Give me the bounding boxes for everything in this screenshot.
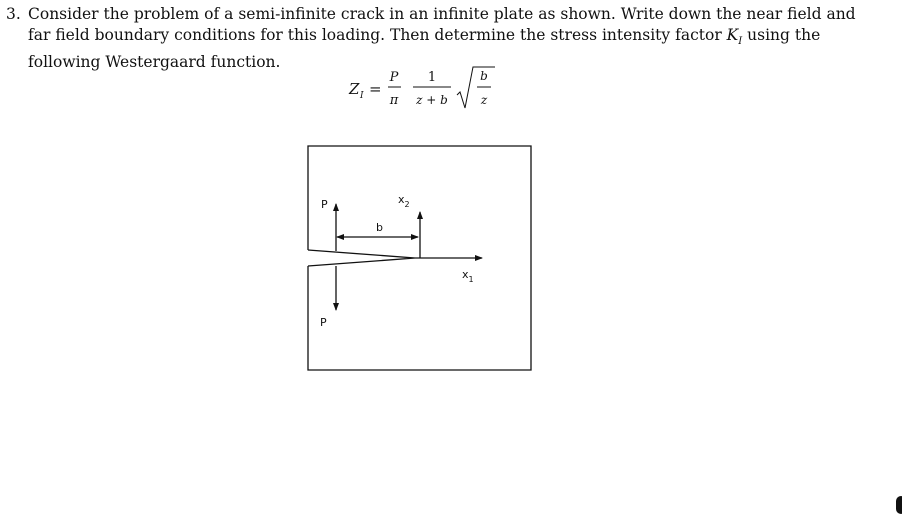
problem-line-1: 3. Consider the problem of a semi-infinite crack in an infinite plate as shown. Write down the near field and [6, 5, 856, 23]
problem-line-2: far field boundary conditions for this loading. Then determine the stress intensity factor $K_I$ using the [28, 26, 821, 48]
crack-plate-figure [300, 140, 540, 380]
problem-line-3: following Westergaard function. [28, 53, 281, 72]
load-label-bottom: P [320, 316, 327, 329]
equation-equals: = [369, 80, 382, 98]
sqrt-denominator: z [480, 93, 488, 107]
westergaard-equation [345, 64, 515, 114]
x2-axis-label: $x_2$ [398, 193, 410, 209]
dimension-label-b: b [376, 221, 383, 234]
equation-lhs-subscript: I [360, 91, 364, 101]
frac1-denominator: π [389, 93, 399, 108]
scroll-edge-mark [896, 496, 902, 514]
frac2-numerator: 1 [427, 70, 437, 85]
crack-faces [308, 250, 415, 266]
problem-statement [6, 4, 886, 73]
equation-lhs: Z [349, 80, 360, 98]
x1-axis-label: $x_1$ [462, 268, 474, 284]
frac1-numerator: P [389, 70, 399, 85]
load-label-top: P [321, 198, 328, 211]
frac2-denominator: z + b [416, 93, 448, 107]
ki-symbol: $K_I$ [726, 26, 743, 48]
sqrt-numerator: b [480, 69, 488, 83]
problem-number: 3. [6, 5, 21, 23]
